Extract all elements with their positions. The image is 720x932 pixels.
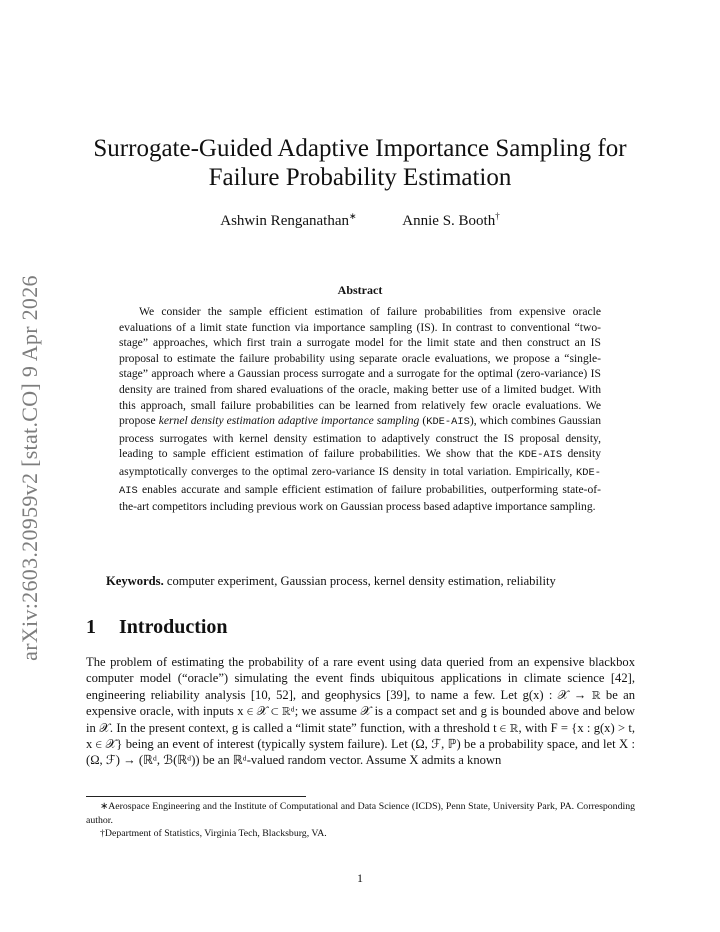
- author-footnote-mark: †: [495, 211, 500, 221]
- footnote-divider: [86, 796, 306, 797]
- keywords-text: computer experiment, Gaussian process, kernel density estimation, reliability: [163, 574, 556, 588]
- method-acronym: KDE-AIS: [119, 466, 601, 497]
- method-name: kernel density estimation adaptive importance sampling: [158, 414, 420, 428]
- arxiv-identifier: arXiv:2603.20959v2 [stat.CO] 9 Apr 2026: [17, 275, 43, 661]
- author-name: Annie S. Booth: [402, 213, 496, 229]
- abstract-text: enables accurate and sample efficient estimation of failure probabilities, outperforming state-of-the-art competitors including previous work on Gaussian process based adaptive importance sampling.: [119, 482, 601, 514]
- section-heading: [86, 616, 228, 639]
- footnote-2: †Department of Statistics, Virginia Tech, Blacksburg, VA.: [100, 828, 327, 840]
- section-title: Introduction: [119, 616, 228, 638]
- footnote-1: ∗Aerospace Engineering and the Institute of Computational and Data Science (ICDS), Penn State, University Park, PA. Corresponding author.: [86, 801, 635, 826]
- title-line-1: Surrogate-Guided Adaptive Importance Sampling for: [93, 135, 627, 162]
- title-line-2: Failure Probability Estimation: [208, 164, 512, 191]
- abstract-heading: Abstract: [337, 283, 383, 297]
- abstract-body: [119, 304, 601, 515]
- author-list: [0, 211, 720, 230]
- abstract-text: density asymptotically converges to the optimal zero-variance IS density in total variation. Empirically,: [119, 447, 602, 478]
- author-footnote-mark: ∗: [349, 211, 357, 221]
- author-2: [402, 211, 499, 230]
- abstract-text: (: [419, 414, 427, 428]
- arxiv-sidebar: [6, 258, 54, 678]
- keywords: [106, 574, 646, 589]
- abstract-text: We consider the sample efficient estimation of failure probabilities from expensive oracle evaluations of a limit state function via importance sampling (IS). In contrast to conventional “two-stage” approaches, which first train a surrogate model for the limit state and then construct an IS proposal to estimate the failure probability using separate oracle evaluations, we propose a “single-stage” approach where a Gaussian process surrogate and a surrogate for the optimal (zero-variance) IS density are trained from shared evaluations of the oracle, making better use of a limited budget. With this approach, small failure probabilities can be learned from relatively few oracle evaluations. We propose: [119, 305, 601, 428]
- paper-title: [60, 134, 660, 192]
- abstract-text: ), which combines Gaussian process surrogates with kernel density estimation to adaptively construct the IS proposal density, leading to sample efficient estimation of failure probabilities. We show that the: [119, 414, 601, 461]
- keywords-label: Keywords.: [106, 574, 164, 588]
- intro-paragraph: The problem of estimating the probability of a rare event using data queried from an expensive blackbox computer model (“oracle”) simulating the event finds ubiquitous applications in climate science [42], engineering reliability analysis [10, 52], and geophysics [39], to name a few. Let g(x) : 𝒳 → ℝ be an expensive oracle, with inputs x ∈ 𝒳 ⊂ ℝᵈ; we assume 𝒳 is a compact set and g is bounded above and below in 𝒳. In the present context, g is called a “limit state” function, with a threshold t ∈ ℝ, with F = {x : g(x) > t, x ∈ 𝒳} being an event of interest (typically system failure). Let (Ω, ℱ, ℙ) be a probability space, and let X : (Ω, ℱ) → (ℝᵈ, ℬ(ℝᵈ)) be an ℝᵈ-valued random vector. Assume X admits a known: [86, 655, 635, 768]
- method-acronym: KDE-AIS: [426, 416, 470, 429]
- author-1: [220, 211, 356, 230]
- page-number: 1: [357, 871, 363, 885]
- section-number: 1: [86, 616, 96, 638]
- method-acronym: KDE-AIS: [518, 449, 563, 462]
- author-name: Ashwin Renganathan: [220, 213, 349, 229]
- footnotes: [86, 800, 635, 841]
